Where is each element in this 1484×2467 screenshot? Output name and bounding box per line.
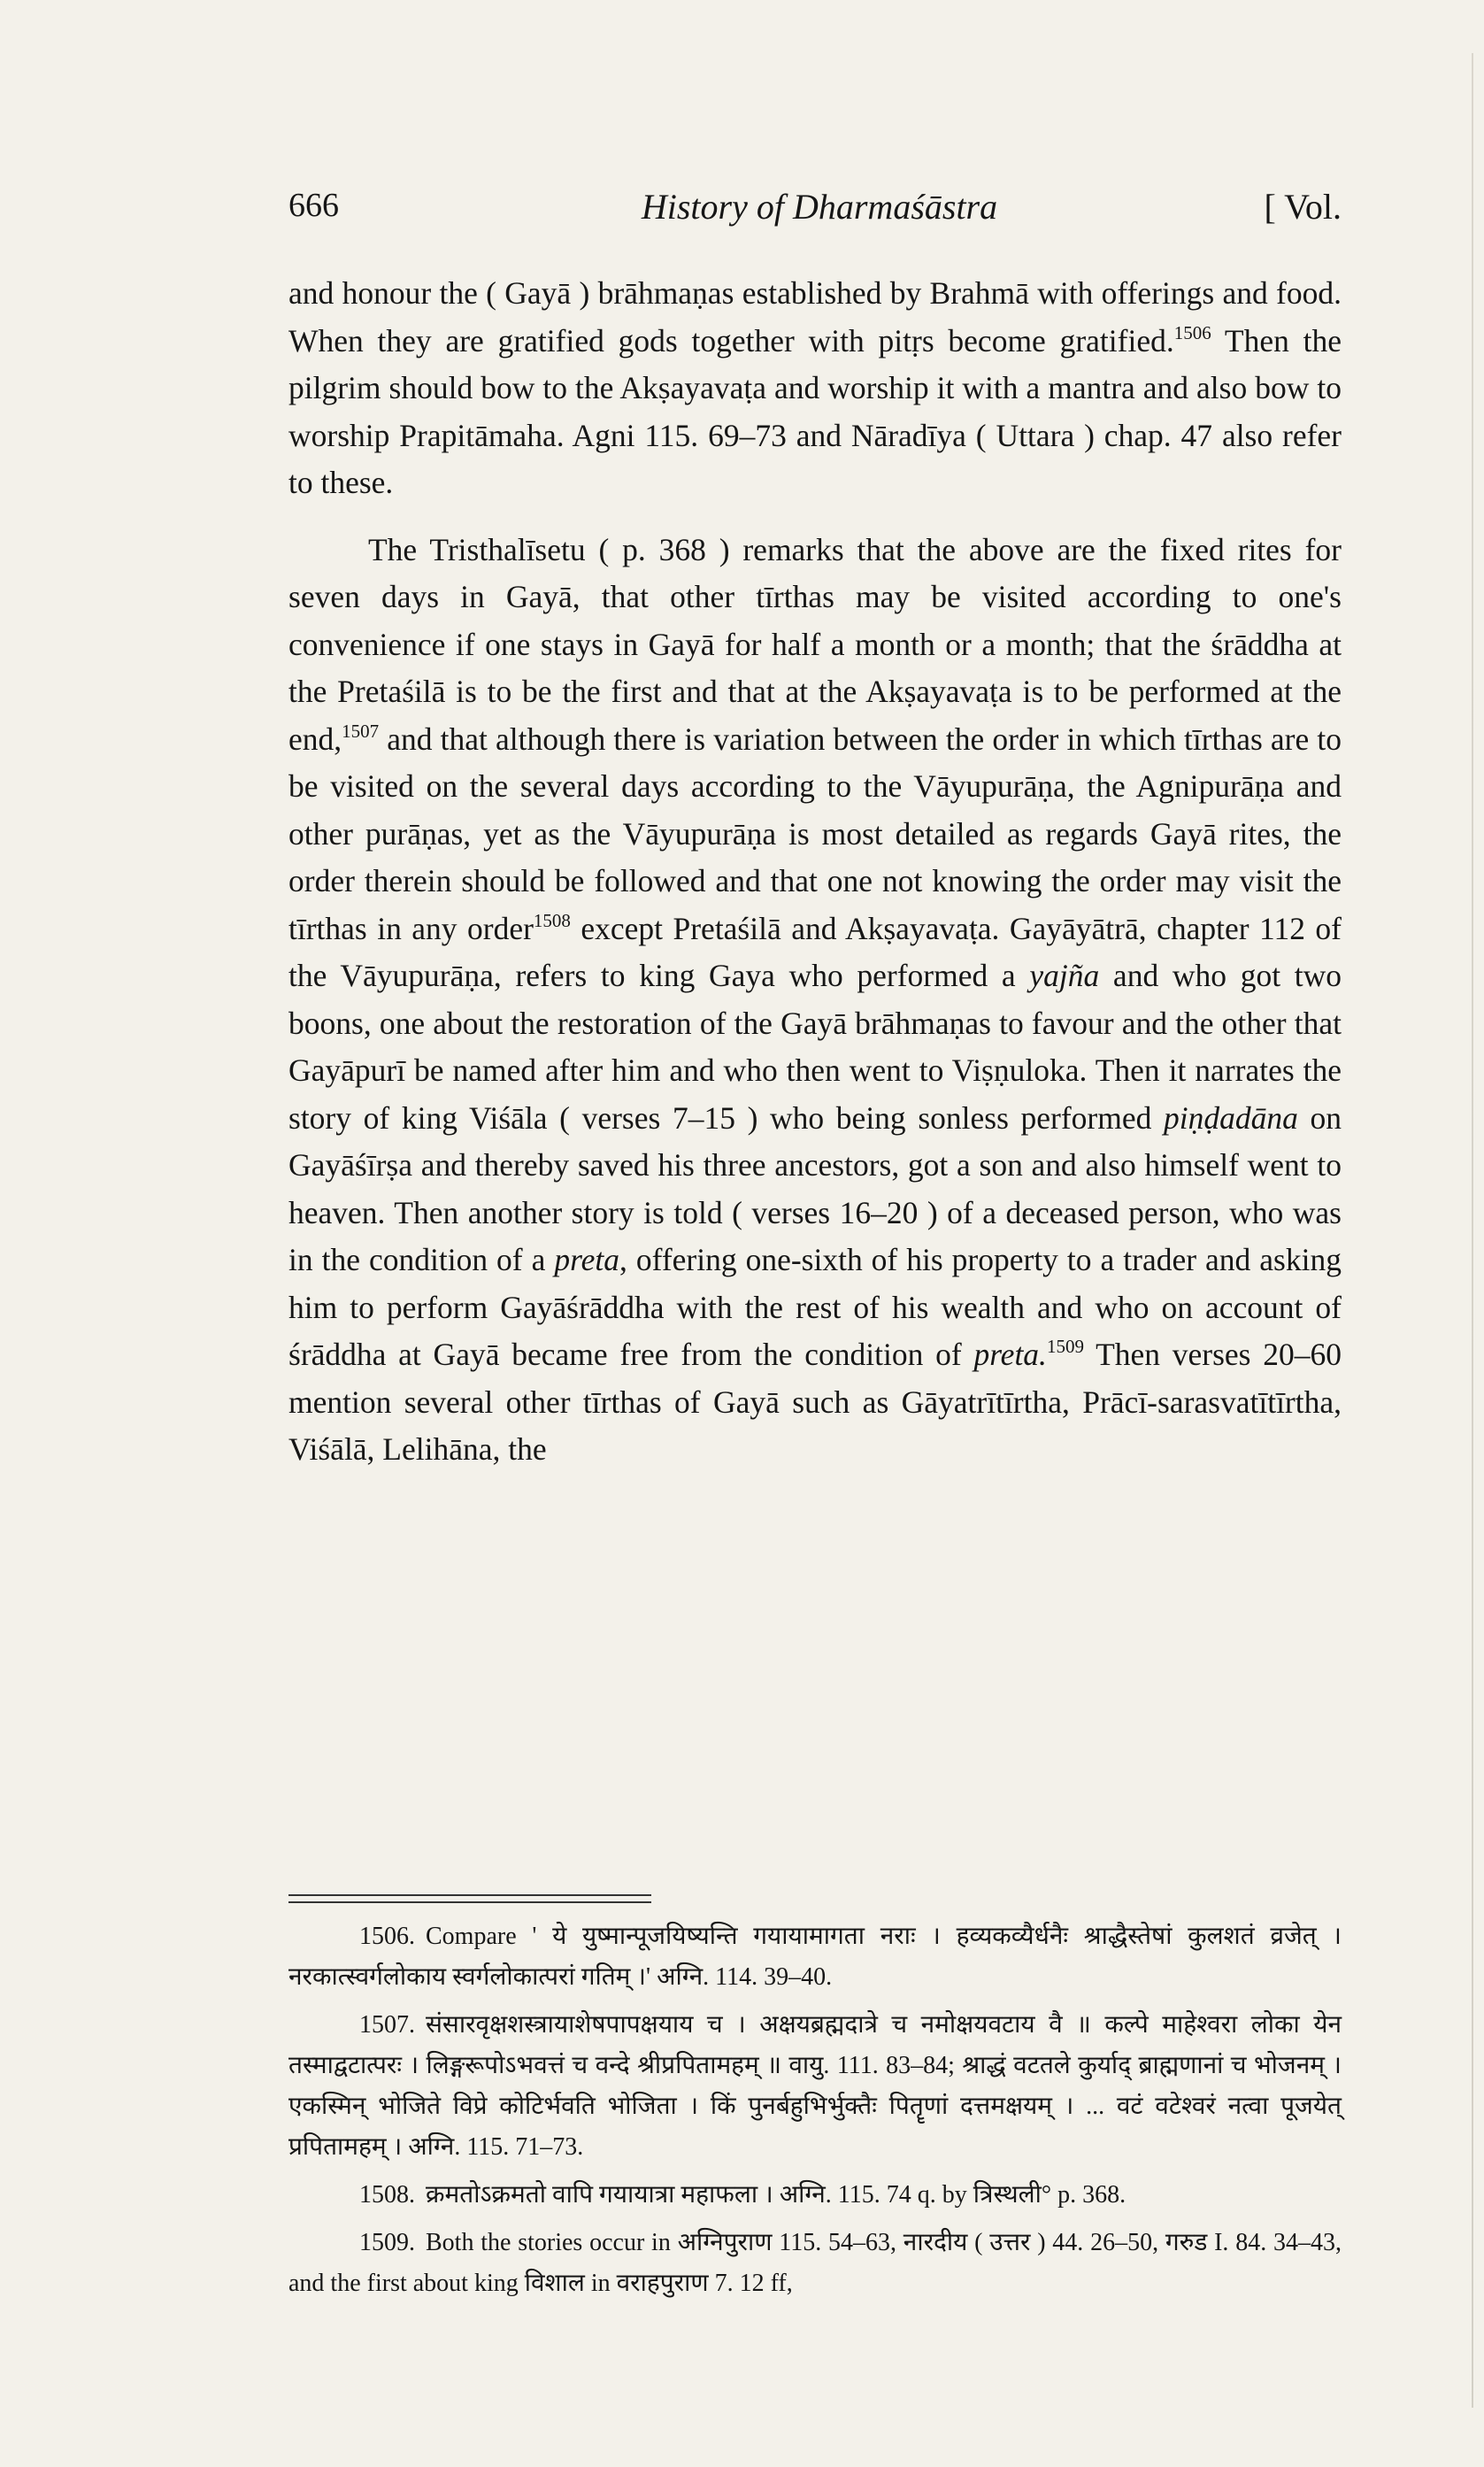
page-edge-line: [1472, 53, 1473, 2408]
footnote-text: संसारवृक्षशस्त्रायाशेषपापक्षयाय च । अक्षयब्रह्मदात्रे च नमोक्षयवटाय वै ॥ कल्पे माहेश्वरा लोका येन तस्माद्वटात्परः । लिङ्गरूपोऽभवत्तं च वन्दे श्रीप्रपितामहम् ॥ वायु. 111. 83–84; श्राद्धं वटतले कुर्याद् ब्राह्मणानां च भोजनम् । एकस्मिन् भोजिते विप्रे कोटिर्भवति भोजिता । किं पुनर्बहुभिर्भुक्तैः पितॄणां दत्तमक्षयम् । ... वटं वटेश्वरं नत्वा पूजयेत् प्रपितामहम् । अग्नि. 115. 71–73.: [288, 2011, 1342, 2161]
footnote-ref: 1508: [533, 909, 571, 931]
footnote-number: 1509.: [359, 2229, 415, 2256]
footnote-text: क्रमतोऽक्रमतो वापि गयायात्रा महाफला । अग्नि. 115. 74 q. by त्रिस्थली° p. 368.: [426, 2181, 1126, 2209]
footnote-number: 1508.: [359, 2181, 415, 2209]
footnote-number: 1507.: [359, 2011, 415, 2039]
running-header: [288, 186, 1342, 239]
footnote-1508: [288, 2175, 1342, 2216]
paragraph-1: [288, 270, 1342, 507]
footnote-ref: 1507: [342, 720, 380, 742]
italic-term: piṇḍadāna: [1164, 1099, 1298, 1136]
paragraph-2: [288, 527, 1342, 1474]
text-run: and honour the ( Gayā ) brāhmaṇas established by Brahmā with offerings and food. When they are gratified gods together with pitṛs become gratified.: [288, 275, 1342, 358]
footnote-1507: [288, 2005, 1342, 2168]
footnote-text: Both the stories occur in अग्निपुराण 115. 54–63, नारदीय ( उत्तर ) 44. 26–50, गरुड I. 84. 34–43, and the first about king विशाल in वराहपुराण 7. 12 ff,: [288, 2229, 1342, 2297]
footnotes: [288, 1916, 1342, 2311]
main-text: [288, 270, 1342, 1474]
footnote-separator: [288, 1894, 651, 1903]
footnote-number: 1506.: [359, 1923, 415, 1950]
italic-term: yajña: [1029, 958, 1100, 993]
text-run: , offering one-sixth of his property to a trader and asking him to perform Gayāśrāddha with the rest of his wealth and who on account of śrāddha at Gayā became free from the condition of: [288, 1242, 1342, 1372]
volume-label: [ Vol.: [1264, 187, 1342, 227]
text-run: The Tristhalīsetu ( p. 368 ) remarks that the above are the fixed rites for seven days in Gayā, that other tīrthas may be visited according to one's convenience if one stays in Gayā for half a month or a month; that the śrāddha at the Pretaśilā is to be the first and that at the Akṣayavaṭa is to be performed at the end,: [288, 531, 1342, 757]
text-run: on Gayāśīrṣa and thereby saved his three ancestors, got a son and also himself went to heaven. Then another story is told ( verses 16–20 ) of a deceased person, who was in the condition of a: [288, 1099, 1342, 1277]
italic-term: preta: [554, 1242, 620, 1277]
text-run: except Pretaśilā and Akṣayavaṭa. Gayāyātrā, chapter 112 of the Vāyupurāṇa, refers to king Gaya who performed a: [288, 910, 1342, 993]
text-run: Then the pilgrim should bow to the Akṣayavaṭa and worship it with a mantra and also bow to worship Prapitāmaha. Agni 115. 69–73 and Nāradīya ( Uttara ) chap. 47 also refer to these.: [288, 322, 1342, 500]
text-run: and that although there is variation between the order in which tīrthas are to be visited on the several days according to the Vāyupurāṇa, the Agnipurāṇa and other purāṇas, yet as the Vāyupurāṇa is most detailed as regards Gayā rites, the order therein should be followed and that one not knowing the order may visit the tīrthas in any order: [288, 721, 1342, 946]
italic-term: preta.: [973, 1337, 1047, 1372]
running-title: History of Dharmaśāstra: [641, 187, 998, 227]
footnote-text: Compare ' ये युष्मान्पूजयिष्यन्ति गयायामागता नराः । हव्यकव्यैर्धनैः श्राद्धैस्तेषां कुलशतं व्रजेत् । नरकात्स्वर्गलोकाय स्वर्गलोकात्परां गतिम् ।' अग्नि. 114. 39–40.: [288, 1923, 1342, 1991]
text-run: and who got two boons, one about the restoration of the Gayā brāhmaṇas to favour and the other that Gayāpurī be named after him and who then went to Viṣṇuloka. Then it narrates the story of king Viśāla ( verses 7–15 ) who being sonless performed: [288, 958, 1342, 1136]
footnote-1506: [288, 1916, 1342, 1998]
text-run: Then verses 20–60 mention several other tīrthas of Gayā such as Gāyatrītīrtha, Prācī-sarasvatītīrtha, Viśālā, Lelihāna, the: [288, 1337, 1342, 1467]
footnote-ref: 1506: [1173, 321, 1211, 343]
footnote-1509: [288, 2223, 1342, 2304]
page-number: 666: [288, 187, 339, 224]
footnote-ref: 1509: [1046, 1336, 1084, 1357]
